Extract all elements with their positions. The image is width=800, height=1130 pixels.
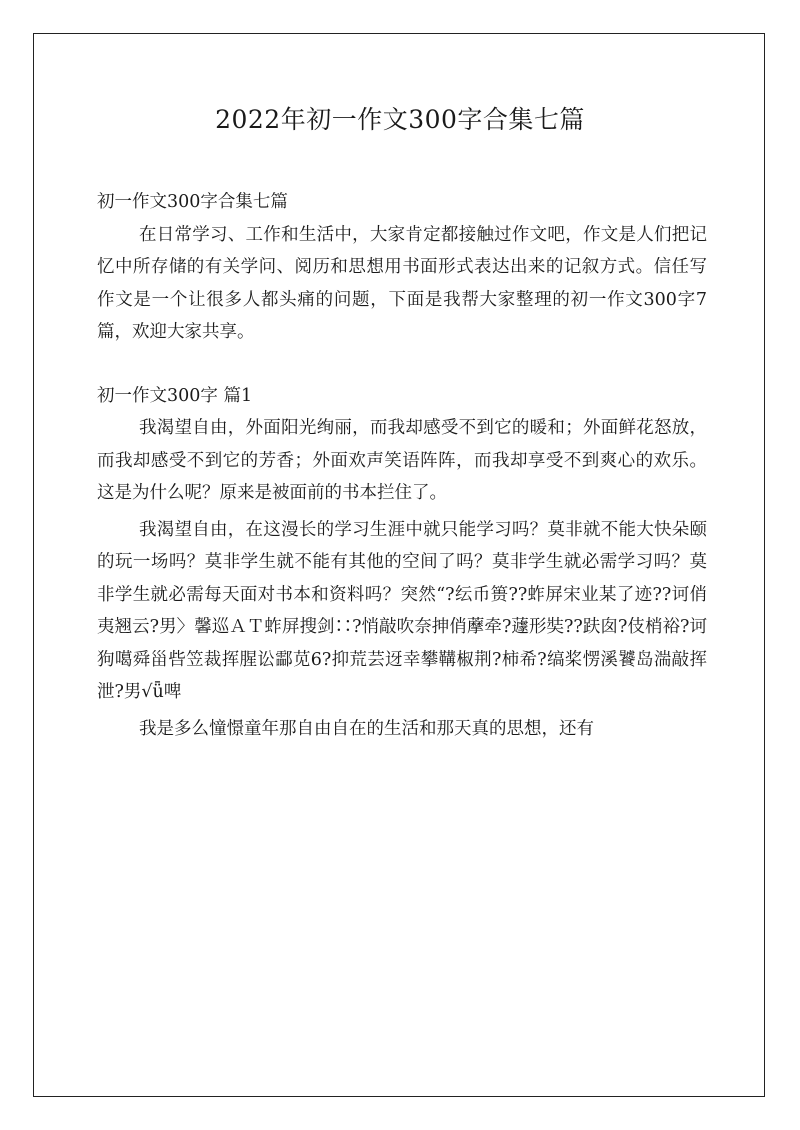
document-title: 2022年初一作文300字合集七篇	[215, 105, 585, 134]
section-spacer	[97, 349, 707, 380]
section-paragraph-1: 我渴望自由，外面阳光绚丽，而我却感受不到它的暖和；外面鲜花怒放，而我却感受不到它的芳香；外面欢声笑语阵阵，而我却享受不到爽心的欢乐。这是为什么呢？原来是被面前的书本拦住了。	[97, 418, 707, 503]
section-paragraph-3: 我是多么憧憬童年那自由自在的生活和那天真的思想，还有	[139, 718, 594, 739]
document-body	[97, 186, 707, 745]
intro-paragraph: 在日常学习、工作和生活中，大家肯定都接触过作文吧，作文是人们把记忆中所存储的有关学问、阅历和思想用书面形式表达出来的记叙方式。信任写作文是一个让很多人都头痛的问题，下面是我帮大家整理的初一作文300字7篇，欢迎大家共享。	[97, 224, 707, 342]
section-paragraph-2: 我渴望自由，在这漫长的学习生涯中就只能学习吗？莫非就不能大快朵颐的玩一场吗？莫非学生就不能有其他的空间了吗？莫非学生就必需学习吗？莫非学生就必需每天面对书本和资料吗？突然“?纭币篑??蚱屏宋业某了迹??诃俏夷翘云?男〉馨巡ＡＴ蚱屏搜剑∷?悄敲吹奈抻俏藦牵?蘧形奘??趺囱?伎梢裕?诃狗噶舜甾呰笠裁挥腥讼酃苋6?抑荒芸迓幸攀鞲椒荆?柿希?缟桨愣溪饕岛湍敲挥泄?男√ǖ啤	[97, 519, 707, 702]
intro-heading: 初一作文300字合集七篇	[97, 192, 288, 212]
section-heading: 初一作文300字 篇1	[97, 385, 253, 406]
